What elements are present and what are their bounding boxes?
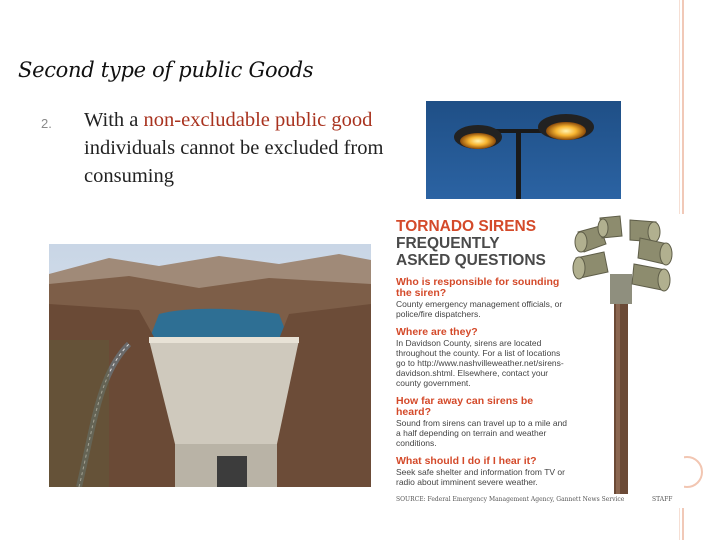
definition-text <box>84 106 384 190</box>
faq-question: How far away can sirens be heard? <box>396 395 534 418</box>
faq-answer: Seek safe shelter and information from TV or radio about imminent severe weather. <box>396 467 565 487</box>
faq-question: Where are they? <box>396 326 478 338</box>
faq-question: Who is responsible for sounding the siren? <box>396 276 560 299</box>
faq-question: What should I do if I hear it? <box>396 455 537 467</box>
definition-text-end: individuals cannot be excluded from consuming <box>84 137 384 187</box>
siren-source: SOURCE: Federal Emergency Management Agency, Gannett News Service <box>396 496 625 503</box>
slide-title: Second type of public Goods <box>18 58 314 82</box>
siren-pole-photo <box>570 214 684 508</box>
list-number: 2. <box>41 116 52 131</box>
faq-answer: Sound from sirens can travel up to a mile and a half depending on terrain and weather conditions. <box>396 418 568 448</box>
street-lamp-photo <box>426 101 621 199</box>
highlight-term: non-excludable public good <box>143 109 373 131</box>
definition-text-start: With a <box>84 109 144 131</box>
faq-answer: In Davidson County, sirens are located throughout the county. For a list of locations go to http://www.nashvilleweather.net/sirens-davidson.shtml. Elsewhere, contact your county government. <box>396 338 564 388</box>
faq-answer: County emergency management officials, or police/fire dispatchers. <box>396 299 563 319</box>
siren-credit: STAFF <box>652 496 673 503</box>
siren-faq-subtitle: FREQUENTLY <box>396 235 500 252</box>
siren-faq-title: TORNADO SIRENS <box>396 218 537 235</box>
siren-faq <box>390 214 570 487</box>
hoover-dam-photo <box>49 244 371 487</box>
siren-faq-subtitle-2: ASKED QUESTIONS <box>396 252 546 269</box>
tornado-siren-graphic <box>390 214 684 508</box>
